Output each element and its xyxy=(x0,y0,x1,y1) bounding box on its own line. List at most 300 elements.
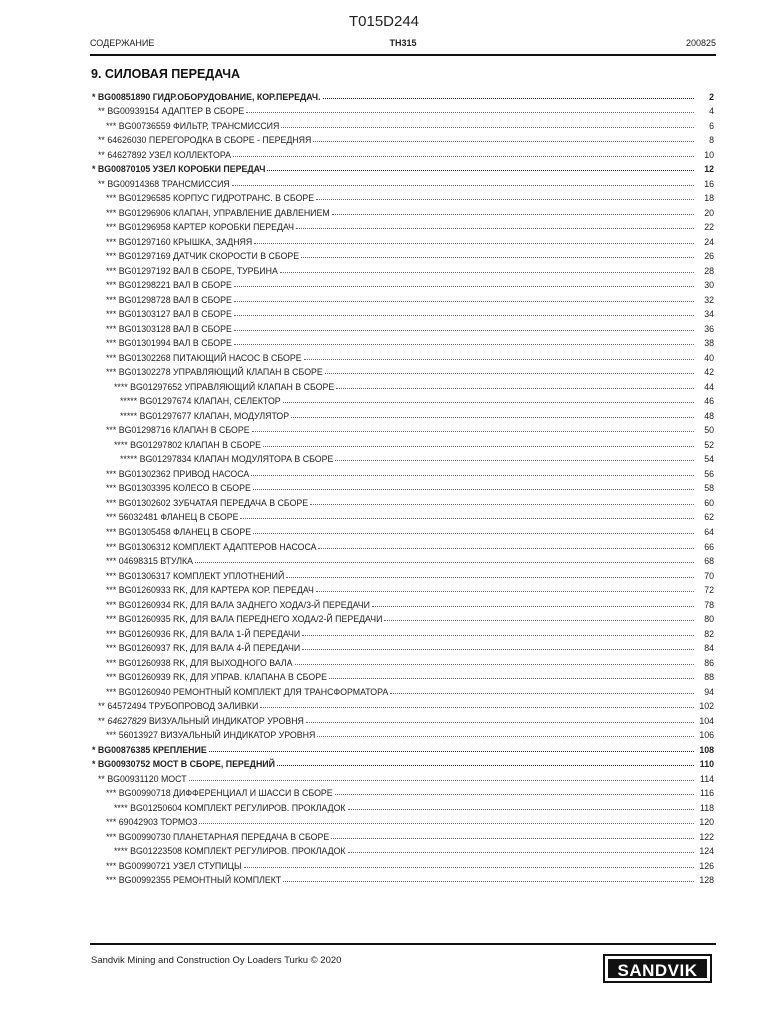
toc-entry-text xyxy=(90,338,232,348)
toc-entry-level-marker: *** xyxy=(106,628,117,639)
toc-entry-text xyxy=(90,469,249,479)
toc-dot-leader xyxy=(189,780,694,781)
toc-entry-level-marker: ** xyxy=(98,178,105,189)
toc-entry-code: BG01297169 xyxy=(118,251,171,262)
toc-entry-title: ВТУЛКА xyxy=(160,556,194,567)
toc-entry-text xyxy=(90,759,275,769)
toc-entry[interactable] xyxy=(90,406,716,421)
toc-entry-text xyxy=(90,832,329,842)
page-header xyxy=(90,38,716,52)
toc-entry-text xyxy=(90,222,294,232)
sandvik-logo xyxy=(603,954,712,983)
toc-entry-code: BG00990730 xyxy=(118,831,171,842)
toc-entry-code: BG01297677 xyxy=(139,410,192,421)
toc-dot-leader xyxy=(302,649,694,650)
toc-entry-title: КОРПУС ГИДРОТРАНС. В СБОРЕ xyxy=(173,193,315,204)
toc-entry-title: ГИДР.ОБОРУДОВАНИЕ, КОР.ПЕРЕДАЧ. xyxy=(152,91,321,102)
toc-entry-page: 60 xyxy=(704,497,714,508)
toc-entry-text xyxy=(90,208,330,218)
toc-entry-title: КЛАПАН В СБОРЕ xyxy=(184,439,262,450)
toc-entry-code: BG01260936 xyxy=(118,628,171,639)
toc-entry[interactable] xyxy=(90,755,716,770)
toc-dot-leader xyxy=(234,301,694,302)
toc-entry[interactable] xyxy=(90,261,716,276)
toc-entry-page: 106 xyxy=(699,730,714,741)
toc-entry-level-marker: *** xyxy=(106,730,117,741)
toc-entry-title: ЗУБЧАТАЯ ПЕРЕДАЧА В СБОРЕ xyxy=(173,497,309,508)
toc-entry-text xyxy=(90,425,250,435)
toc-dot-leader xyxy=(348,852,694,853)
toc-dot-leader xyxy=(306,722,694,723)
toc-entry-page: 40 xyxy=(704,352,714,363)
toc-entry-level-marker: *** xyxy=(106,599,117,610)
toc-entry-level-marker: *** xyxy=(106,556,117,567)
toc-entry[interactable] xyxy=(90,552,716,567)
toc-dot-leader xyxy=(252,431,694,432)
toc-entry[interactable] xyxy=(90,522,716,537)
toc-entry-level-marker: *** xyxy=(106,788,117,799)
toc-entry-page: 94 xyxy=(704,686,714,697)
toc-entry-text xyxy=(90,121,279,131)
toc-entry-page: 116 xyxy=(699,788,714,799)
toc-entry-code: BG01298716 xyxy=(118,425,171,436)
toc-entry-level-marker: *** xyxy=(106,367,117,378)
toc-entry[interactable] xyxy=(90,697,716,712)
toc-entry-level-marker: **** xyxy=(114,802,128,813)
toc-entry-title: RK, ДЛЯ ВАЛА 1-Й ПЕРЕДАЧИ xyxy=(173,628,301,639)
toc-entry-code: BG01303128 xyxy=(118,323,171,334)
toc-dot-leader xyxy=(253,489,694,490)
toc-entry-code: 64626030 xyxy=(107,135,147,146)
toc-entry-title: ПЛАНЕТАРНАЯ ПЕРЕДАЧА В СБОРЕ xyxy=(173,831,330,842)
toc-entry-title: ВАЛ В СБОРЕ xyxy=(173,309,232,320)
toc-dot-leader xyxy=(281,127,694,128)
toc-entry-page: 18 xyxy=(704,193,714,204)
toc-entry-level-marker: *** xyxy=(106,236,117,247)
toc-dot-leader xyxy=(295,664,694,665)
toc-dot-leader xyxy=(313,141,694,142)
toc-entry-text xyxy=(90,701,258,711)
toc-dot-leader xyxy=(263,446,694,447)
toc-entry-level-marker: *** xyxy=(106,193,117,204)
toc-entry-code: BG00736559 xyxy=(118,120,171,131)
toc-entry[interactable] xyxy=(90,203,716,218)
toc-entry-title: КРЕПЛЕНИЕ xyxy=(152,744,207,755)
toc-entry-title: RK, ДЛЯ ВАЛА 4-Й ПЕРЕДАЧИ xyxy=(173,643,301,654)
toc-dot-leader xyxy=(384,620,694,621)
toc-entry-title: КЛАПАН, УПРАВЛЕНИЕ ДАВЛЕНИЕМ xyxy=(173,207,330,218)
toc-entry[interactable] xyxy=(90,116,716,131)
toc-entry[interactable] xyxy=(90,610,716,625)
toc-entry-level-marker: **** xyxy=(114,846,128,857)
toc-dot-leader xyxy=(234,315,694,316)
toc-entry-page: 104 xyxy=(699,715,714,726)
toc-entry-text xyxy=(90,295,232,305)
toc-dot-leader xyxy=(260,707,694,708)
toc-entry[interactable] xyxy=(90,305,716,320)
toc-entry-page: 4 xyxy=(709,106,714,117)
toc-entry-level-marker: *** xyxy=(106,831,117,842)
toc-dot-leader xyxy=(291,417,694,418)
toc-entry-title: КОМПЛЕКТ РЕГУЛИРОВ. ПРОКЛАДОК xyxy=(184,846,346,857)
toc-entry-title: КАРТЕР КОРОБКИ ПЕРЕДАЧ xyxy=(173,222,295,233)
toc-entry-level-marker: *** xyxy=(106,657,117,668)
toc-entry[interactable] xyxy=(90,319,716,334)
toc-entry-level-marker: *** xyxy=(106,585,117,596)
toc-entry-level-marker: ***** xyxy=(120,454,138,465)
toc-entry-code: BG01301994 xyxy=(118,338,171,349)
toc-entry[interactable] xyxy=(90,595,716,610)
toc-entry-page: 38 xyxy=(704,338,714,349)
toc-entry-page: 36 xyxy=(704,323,714,334)
toc-entry-text xyxy=(90,542,316,552)
toc-entry-code: BG01297802 xyxy=(130,439,183,450)
toc-entry-code: BG01302278 xyxy=(118,367,171,378)
toc-dot-leader xyxy=(233,156,694,157)
toc-entry[interactable] xyxy=(90,842,716,857)
toc-entry-text xyxy=(90,498,308,508)
toc-entry[interactable] xyxy=(90,784,716,799)
toc-dot-leader xyxy=(331,838,694,839)
toc-entry-level-marker: *** xyxy=(106,570,117,581)
toc-entry[interactable] xyxy=(90,87,716,102)
toc-entry-text xyxy=(90,643,300,653)
toc-entry[interactable] xyxy=(90,856,716,871)
toc-entry-level-marker: *** xyxy=(106,352,117,363)
toc-entry-page: 124 xyxy=(699,846,714,857)
toc-entry[interactable] xyxy=(90,726,716,741)
toc-entry-title: ТОРМОЗ xyxy=(160,817,198,828)
toc-entry-level-marker: *** xyxy=(106,483,117,494)
toc-dot-leader xyxy=(283,881,694,882)
toc-entry[interactable] xyxy=(90,493,716,508)
toc-entry[interactable] xyxy=(90,711,716,726)
toc-entry-level-marker: *** xyxy=(106,120,117,131)
toc-entry-text xyxy=(90,353,302,363)
toc-entry-page: 16 xyxy=(704,178,714,189)
toc-entry-text xyxy=(90,875,281,885)
toc-entry-code: BG01298728 xyxy=(118,294,171,305)
toc-entry-level-marker: **** xyxy=(114,439,128,450)
toc-entry-text xyxy=(90,309,232,319)
toc-entry-level-marker: *** xyxy=(106,860,117,871)
toc-entry-code: BG01297674 xyxy=(139,396,192,407)
toc-entry-title: МОСТ В СБОРЕ, ПЕРЕДНИЙ xyxy=(152,759,275,770)
toc-entry-title: ПИТАЮЩИЙ НАСОС В СБОРЕ xyxy=(173,352,302,363)
toc-entry[interactable] xyxy=(90,189,716,204)
toc-entry-text xyxy=(90,179,230,189)
toc-entry-text xyxy=(90,556,193,566)
toc-entry[interactable] xyxy=(90,639,716,654)
toc-entry-level-marker: ** xyxy=(98,701,105,712)
toc-entry-title: КОМПЛЕКТ УПЛОТНЕНИЙ xyxy=(173,570,285,581)
toc-entry-title: ПЕРЕГОРОДКА В СБОРЕ - ПЕРЕДНЯЯ xyxy=(148,135,312,146)
toc-dot-leader xyxy=(234,330,694,331)
toc-entry-page: 114 xyxy=(699,773,714,784)
toc-entry[interactable] xyxy=(90,769,716,784)
toc-entry-code: 56032481 xyxy=(118,512,158,523)
toc-entry-page: 78 xyxy=(704,599,714,610)
toc-entry-page: 120 xyxy=(699,817,714,828)
toc-entry-level-marker: ** xyxy=(98,773,105,784)
toc-entry[interactable] xyxy=(90,479,716,494)
toc-entry-text xyxy=(90,92,321,102)
toc-entry[interactable] xyxy=(90,334,716,349)
toc-entry-title: КЛАПАН, МОДУЛЯТОР xyxy=(193,410,290,421)
toc-entry-code: BG01306312 xyxy=(118,541,171,552)
toc-entry-code: BG01303127 xyxy=(118,309,171,320)
toc-entry-text xyxy=(90,774,187,784)
toc-entry-page: 58 xyxy=(704,483,714,494)
toc-dot-leader xyxy=(335,460,694,461)
toc-entry-code: 56013927 xyxy=(118,730,158,741)
toc-dot-leader xyxy=(251,475,694,476)
toc-entry[interactable] xyxy=(90,740,716,755)
toc-entry-title: КОМПЛЕКТ АДАПТЕРОВ НАСОСА xyxy=(173,541,317,552)
toc-entry-title: УЗЕЛ СТУПИЦЫ xyxy=(173,860,242,871)
toc-entry[interactable] xyxy=(90,581,716,596)
toc-entry-text xyxy=(90,280,232,290)
toc-entry-page: 80 xyxy=(704,614,714,625)
toc-entry-text xyxy=(90,629,300,639)
toc-entry-page: 72 xyxy=(704,585,714,596)
toc-entry-code: BG01296906 xyxy=(118,207,171,218)
toc-entry[interactable] xyxy=(90,653,716,668)
toc-entry-text xyxy=(90,658,293,668)
toc-entry-title: ВАЛ В СБОРЕ xyxy=(173,294,232,305)
toc-entry-level-marker: ** xyxy=(98,106,105,117)
toc-entry[interactable] xyxy=(90,624,716,639)
toc-entry-level-marker: *** xyxy=(106,323,117,334)
toc-entry-title: ВАЛ В СБОРЕ xyxy=(173,323,232,334)
toc-entry-title: МОСТ xyxy=(160,773,187,784)
section-title: 9. СИЛОВАЯ ПЕРЕДАЧА xyxy=(91,67,241,81)
toc-entry-title: RK, ДЛЯ КАРТЕРА КОР. ПЕРЕДАЧ xyxy=(173,585,314,596)
toc-entry-level-marker: *** xyxy=(106,222,117,233)
toc-entry[interactable] xyxy=(90,798,716,813)
toc-entry-code: BG00939154 xyxy=(107,106,160,117)
toc-entry-level-marker: ** xyxy=(98,149,105,160)
toc-entry[interactable] xyxy=(90,464,716,479)
toc-dot-leader xyxy=(296,228,694,229)
toc-entry[interactable] xyxy=(90,102,716,117)
toc-dot-leader xyxy=(332,214,694,215)
toc-entry-page: 86 xyxy=(704,657,714,668)
toc-entry[interactable] xyxy=(90,827,716,842)
toc-dot-leader xyxy=(267,170,694,171)
toc-entry-level-marker: *** xyxy=(106,672,117,683)
toc-entry-code: 64572494 xyxy=(107,701,147,712)
toc-entry-code: BG01296585 xyxy=(118,193,171,204)
toc-entry[interactable] xyxy=(90,174,716,189)
toc-entry[interactable] xyxy=(90,421,716,436)
toc-entry-level-marker: ***** xyxy=(120,410,138,421)
toc-entry[interactable] xyxy=(90,232,716,247)
toc-entry-level-marker: *** xyxy=(106,875,117,886)
toc-dot-leader xyxy=(199,823,694,824)
toc-entry-page: 26 xyxy=(704,251,714,262)
toc-entry-text xyxy=(90,571,284,581)
toc-entry-page: 42 xyxy=(704,367,714,378)
toc-entry-code: BG01260938 xyxy=(118,657,171,668)
toc-entry[interactable] xyxy=(90,363,716,378)
toc-entry-level-marker: *** xyxy=(106,686,117,697)
toc-entry-level-marker: *** xyxy=(106,541,117,552)
toc-entry-level-marker: *** xyxy=(106,497,117,508)
toc-entry-text xyxy=(90,803,346,813)
toc-entry-page: 70 xyxy=(704,570,714,581)
toc-entry[interactable] xyxy=(90,668,716,683)
toc-dot-leader xyxy=(283,402,694,403)
toc-entry-code: BG01260934 xyxy=(118,599,171,610)
toc-entry-text xyxy=(90,324,232,334)
toc-dot-leader xyxy=(348,809,694,810)
toc-entry-code: BG00851890 xyxy=(97,91,151,102)
toc-entry-text xyxy=(90,817,197,827)
toc-entry[interactable] xyxy=(90,348,716,363)
toc-entry-level-marker: *** xyxy=(106,425,117,436)
toc-dot-leader xyxy=(244,867,694,868)
toc-entry-text xyxy=(90,237,252,247)
toc-dot-leader xyxy=(209,751,694,752)
toc-entry-page: 24 xyxy=(704,236,714,247)
toc-entry-page: 10 xyxy=(704,149,714,160)
toc-dot-leader xyxy=(317,736,694,737)
toc-entry-text xyxy=(90,367,323,377)
toc-entry-title: КРЫШКА, ЗАДНЯЯ xyxy=(173,236,253,247)
toc-entry-text xyxy=(90,411,289,421)
toc-entry-code: BG00914368 xyxy=(107,178,160,189)
toc-entry[interactable] xyxy=(90,450,716,465)
toc-entry[interactable] xyxy=(90,508,716,523)
toc-entry-code: BG01302268 xyxy=(118,352,171,363)
toc-entry-level-marker: **** xyxy=(114,381,128,392)
toc-entry-page: 118 xyxy=(699,802,714,813)
toc-entry[interactable] xyxy=(90,537,716,552)
toc-entry[interactable] xyxy=(90,145,716,160)
toc-entry-code: BG01260935 xyxy=(118,614,171,625)
toc-dot-leader xyxy=(254,243,694,244)
toc-entry-title: РЕМОНТНЫЙ КОМПЛЕКТ ДЛЯ ТРАНСФОРМАТОРА xyxy=(173,686,389,697)
toc-entry-code: BG01306317 xyxy=(118,570,171,581)
toc-entry-code: BG01296958 xyxy=(118,222,171,233)
toc-entry-code: BG01297192 xyxy=(118,265,171,276)
toc-entry-text xyxy=(90,846,346,856)
toc-entry-code: BG01297834 xyxy=(139,454,192,465)
toc-entry-page: 6 xyxy=(709,120,714,131)
toc-dot-leader xyxy=(277,765,694,766)
toc-entry-title: ВАЛ В СБОРЕ, ТУРБИНА xyxy=(173,265,278,276)
toc-entry-code: BG01298221 xyxy=(118,280,171,291)
toc-dot-leader xyxy=(240,518,694,519)
toc-entry-title: ПРИВОД НАСОСА xyxy=(173,468,250,479)
toc-entry[interactable] xyxy=(90,682,716,697)
toc-entry-level-marker: * xyxy=(92,759,96,770)
toc-entry-title: ВАЛ В СБОРЕ xyxy=(173,338,232,349)
toc-entry[interactable] xyxy=(90,813,716,828)
toc-entry-level-marker: *** xyxy=(106,309,117,320)
toc-dot-leader xyxy=(390,693,694,694)
toc-entry[interactable] xyxy=(90,247,716,262)
toc-entry[interactable] xyxy=(90,392,716,407)
toc-entry-level-marker: *** xyxy=(106,280,117,291)
toc-entry[interactable] xyxy=(90,566,716,581)
toc-entry[interactable] xyxy=(90,290,716,305)
toc-entry-page: 12 xyxy=(704,164,714,175)
toc-entry-title: ДАТЧИК СКОРОСТИ В СБОРЕ xyxy=(173,251,300,262)
toc-entry-title: УЗЕЛ КОЛЛЕКТОРА xyxy=(148,149,231,160)
toc-entry-title: АДАПТЕР В СБОРЕ xyxy=(161,106,245,117)
toc-entry-page: 102 xyxy=(699,701,714,712)
toc-entry-title: ФИЛЬТР, ТРАНСМИССИЯ xyxy=(173,120,280,131)
toc-entry-title: ТРУБОПРОВОД ЗАЛИВКИ xyxy=(148,701,259,712)
toc-entry-level-marker: * xyxy=(92,91,96,102)
toc-entry[interactable] xyxy=(90,160,716,175)
toc-entry-title: ТРАНСМИССИЯ xyxy=(161,178,230,189)
toc-dot-leader xyxy=(246,112,694,113)
toc-dot-leader xyxy=(232,185,694,186)
toc-entry-level-marker: *** xyxy=(106,294,117,305)
toc-entry[interactable] xyxy=(90,377,716,392)
toc-entry-page: 44 xyxy=(704,381,714,392)
toc-entry-page: 110 xyxy=(699,759,714,770)
header-divider xyxy=(90,54,716,56)
toc-entry-code: BG01260940 xyxy=(118,686,171,697)
toc-entry-page: 30 xyxy=(704,280,714,291)
toc-entry-page: 82 xyxy=(704,628,714,639)
toc-entry-code: BG00870105 xyxy=(97,164,151,175)
toc-entry-text xyxy=(90,382,334,392)
toc-entry-code: 69042903 xyxy=(118,817,158,828)
toc-entry-title: УПРАВЛЯЮЩИЙ КЛАПАН В СБОРЕ xyxy=(173,367,323,378)
toc-entry-text xyxy=(90,454,333,464)
toc-dot-leader xyxy=(316,591,694,592)
toc-dot-leader xyxy=(372,606,694,607)
toc-entry-text xyxy=(90,106,244,116)
toc-entry-code: BG01260933 xyxy=(118,585,171,596)
toc-entry-text xyxy=(90,716,304,726)
header-right: 200825 xyxy=(685,38,716,48)
footer-text: Sandvik Mining and Construction Oy Loaders Turku © 2020 xyxy=(91,955,342,966)
toc-entry-page: 108 xyxy=(699,744,714,755)
toc-entry-title: RK, ДЛЯ ВЫХОДНОГО ВАЛА xyxy=(173,657,293,668)
toc-dot-leader xyxy=(335,794,694,795)
toc-entry-text xyxy=(90,745,207,755)
toc-entry-title: RK, ДЛЯ УПРАВ. КЛАПАНА В СБОРЕ xyxy=(173,672,327,683)
toc-entry[interactable] xyxy=(90,218,716,233)
toc-entry-code: BG00992355 xyxy=(118,875,171,886)
toc-entry-level-marker: ** xyxy=(98,715,105,726)
toc-entry-title: ВИЗУАЛЬНЫЙ ИНДИКАТОР УРОВНЯ xyxy=(148,715,304,726)
toc-entry-level-marker: *** xyxy=(106,468,117,479)
toc-entry[interactable] xyxy=(90,276,716,291)
toc-entry-code: BG01223508 xyxy=(130,846,183,857)
toc-entry-page: 122 xyxy=(699,831,714,842)
toc-dot-leader xyxy=(234,286,694,287)
toc-entry-code: BG01302602 xyxy=(118,497,171,508)
toc-entry[interactable] xyxy=(90,131,716,146)
toc-entry[interactable] xyxy=(90,435,716,450)
toc-dot-leader xyxy=(310,504,694,505)
toc-entry[interactable] xyxy=(90,871,716,886)
logo-wordmark: SANDVIK xyxy=(617,961,698,980)
document-id: T015D244 xyxy=(348,13,420,30)
logo-background xyxy=(608,959,707,978)
toc-entry-page: 62 xyxy=(704,512,714,523)
toc-entry-page: 20 xyxy=(704,207,714,218)
toc-entry-title: ДИФФЕРЕНЦИАЛ И ШАССИ В СБОРЕ xyxy=(173,788,333,799)
toc-entry-code: BG01305458 xyxy=(118,526,171,537)
